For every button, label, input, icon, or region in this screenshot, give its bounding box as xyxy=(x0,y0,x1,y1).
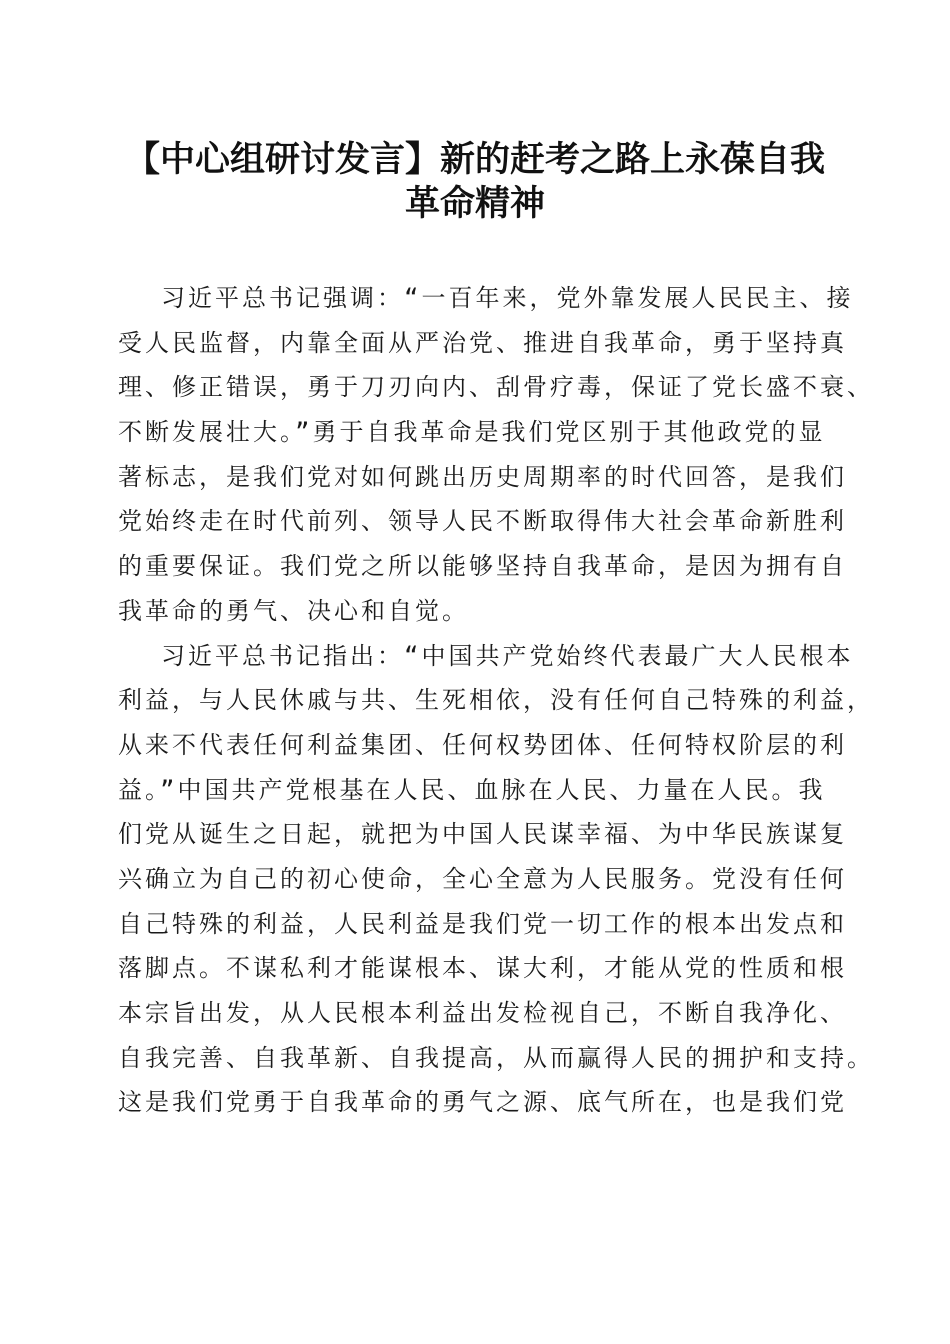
paragraph-1-line: 的重要保证。我们党之所以能够坚持自我革命，是因为拥有自 xyxy=(118,552,847,581)
paragraph-1-line: 习近平总书记强调：“一百年来，党外靠发展人民民主、接 xyxy=(161,284,854,312)
paragraph-2-line: 益。”中国共产党根基在人民、血脉在人民、力量在人民。我 xyxy=(118,775,826,804)
paragraph-1-line: 受人民监督，内靠全面从严治党、推进自我革命，勇于坚持真 xyxy=(118,328,847,357)
document-body xyxy=(118,276,874,1125)
document-title xyxy=(110,138,840,226)
paragraph-2-line: 自己特殊的利益，人民利益是我们党一切工作的根本出发点和 xyxy=(118,909,847,938)
paragraph-1-line: 著标志，是我们党对如何跳出历史周期率的时代回答，是我们 xyxy=(118,462,847,491)
paragraph-2-line: 们党从诞生之日起，就把为中国人民谋幸福、为中华民族谋复 xyxy=(118,820,847,849)
paragraph-2-line: 习近平总书记指出：“中国共产党始终代表最广大人民根本 xyxy=(161,641,854,670)
paragraph-2-line: 利益，与人民休戚与共、生死相依，没有任何自己特殊的利益， xyxy=(118,686,874,715)
paragraph-1-line: 不断发展壮大。”勇于自我革命是我们党区别于其他政党的显 xyxy=(118,418,826,447)
title-line-1: 【中心组研讨发言】新的赶考之路上永葆自我 xyxy=(124,139,825,180)
paragraph-2-line: 兴确立为自己的初心使命，全心全意为人民服务。党没有任何 xyxy=(118,864,847,893)
paragraph-1-line: 党始终走在时代前列、领导人民不断取得伟大社会革命新胜利 xyxy=(118,507,847,536)
title-line-2: 革命精神 xyxy=(404,183,545,224)
paragraph-2-line: 落脚点。不谋私利才能谋根本、谋大利，才能从党的性质和根 xyxy=(118,954,847,983)
paragraph-2-line: 自我完善、自我革新、自我提高，从而赢得人民的拥护和支持。 xyxy=(118,1043,874,1072)
paragraph-1-line: 我革命的勇气、决心和自觉。 xyxy=(118,596,469,625)
paragraph-1-line: 理、修正错误，勇于刀刃向内、刮骨疗毒，保证了党长盛不衰、 xyxy=(118,373,874,402)
paragraph-2-line: 这是我们党勇于自我革命的勇气之源、底气所在，也是我们党 xyxy=(118,1088,847,1117)
paragraph-2-line: 从来不代表任何利益集团、任何权势团体、任何特权阶层的利 xyxy=(118,730,847,759)
paragraph-2-line: 本宗旨出发，从人民根本利益出发检视自己，不断自我净化、 xyxy=(118,999,847,1027)
